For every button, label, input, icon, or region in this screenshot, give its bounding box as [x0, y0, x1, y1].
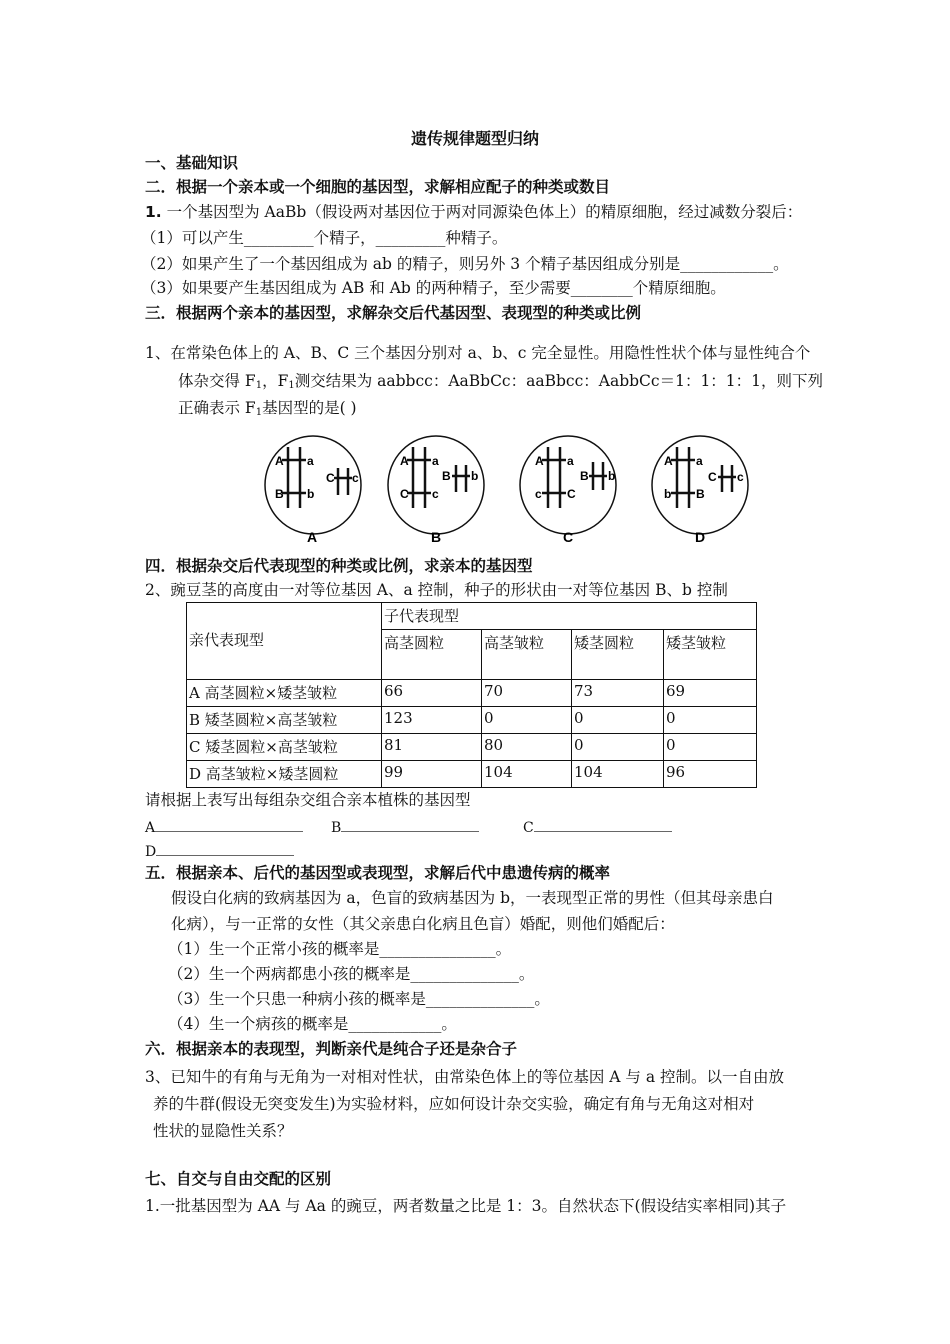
option-label: B [431, 529, 442, 545]
value-cell: 104 [572, 761, 664, 788]
gene-label: b [664, 487, 672, 501]
gene-label: b [307, 487, 315, 501]
answer-b [331, 815, 479, 839]
problem-5-part-2: （2）生一个两病都患小孩的概率是______________。 [168, 965, 535, 983]
subscript: 1 [288, 380, 295, 391]
question-1-part-2: （2）如果产生了一个基因组成为 ab 的精子，则另外 3 个精子基因组成分别是____________。 [141, 255, 789, 273]
value-cell: 104 [482, 761, 572, 788]
cell-outline [388, 436, 484, 534]
gene-label: a [432, 454, 439, 468]
question-1 [145, 201, 802, 223]
problem-7-line-1: 1.一批基因型为 AA 与 Aa 的豌豆，两者数量之比是 1：3。自然状态下(假设结实率相同)其子 [145, 1197, 787, 1215]
problem-1-text: 体杂交得 F [178, 372, 256, 390]
cell-outline [520, 436, 616, 534]
parent-cell: D 高茎皱粒×矮茎圆粒 [187, 761, 382, 788]
value-cell: 0 [572, 707, 664, 734]
column-header: 矮茎皱粒 [664, 630, 757, 680]
gene-label: A [664, 454, 673, 468]
parent-header-cell [187, 603, 382, 680]
cell-option-c [520, 436, 616, 545]
problem-6-line-3: 性状的显隐性关系？ [153, 1122, 293, 1140]
table-row [187, 707, 757, 734]
answer-c-blank[interactable] [534, 815, 672, 832]
question-1-part-1: （1）可以产生_________个精子，_________种精子。 [141, 229, 508, 247]
table-header-row [187, 603, 757, 630]
parent-cell: B 矮茎圆粒×高茎皱粒 [187, 707, 382, 734]
gene-label: c [535, 487, 542, 501]
answer-a [145, 815, 303, 839]
subscript: 1 [255, 407, 263, 418]
subscript: 1 [255, 380, 263, 391]
section-6-heading: 六．根据亲本的表现型，判断亲代是纯合子还是杂合子 [145, 1040, 518, 1058]
value-cell: 123 [382, 707, 482, 734]
problem-5-line-1: 假设白化病的致病基因为 a，色盲的致病基因为 b，一表现型正常的男性（但其母亲患白 [171, 889, 774, 907]
problem-5-part-3: （3）生一个只患一种病小孩的概率是______________。 [168, 990, 550, 1008]
section-7-heading: 七、自交与自由交配的区别 [145, 1170, 332, 1188]
cell-outline [652, 436, 748, 534]
problem-1-line-2 [178, 370, 823, 397]
section-2-heading: 二．根据一个亲本或一个细胞的基因型，求解相应配子的种类或数目 [145, 178, 611, 196]
gene-label: c [432, 487, 439, 501]
question-2: 2、豌豆茎的高度由一对等位基因 A、a 控制，种子的形状由一对等位基因 B、b 控制 [145, 581, 728, 599]
gene-label: C [708, 470, 717, 484]
value-cell: 0 [664, 734, 757, 761]
answer-c [523, 815, 672, 839]
gene-label: a [696, 454, 703, 468]
parent-cell: A 高茎圆粒×矮茎皱粒 [187, 680, 382, 707]
answer-b-label: B [331, 820, 342, 836]
gene-label: c [352, 471, 359, 485]
chromosome-diagrams [255, 430, 765, 545]
offspring-group-header: 子代表现型 [382, 603, 757, 630]
section-4-heading: 四．根据杂交后代表现型的种类或比例，求亲本的基因型 [145, 557, 533, 575]
question-2-ask: 请根据上表写出每组杂交组合亲本植株的基因型 [145, 791, 471, 809]
value-cell: 99 [382, 761, 482, 788]
answer-d-blank[interactable] [156, 839, 294, 856]
gene-label: B [442, 469, 451, 483]
column-header: 高茎圆粒 [382, 630, 482, 680]
cell-outline [265, 436, 361, 534]
answer-d-label: D [145, 844, 157, 860]
table-row [187, 761, 757, 788]
gene-label: b [608, 469, 616, 483]
problem-6-line-1: 3、已知牛的有角与无角为一对相对性状，由常染色体上的等位基因 A 与 a 控制。以一自由放 [145, 1068, 785, 1086]
gene-label: a [567, 454, 574, 468]
answer-d [145, 839, 294, 863]
option-label: D [695, 529, 706, 545]
value-cell: 0 [482, 707, 572, 734]
value-cell: 73 [572, 680, 664, 707]
option-label: C [563, 529, 574, 545]
problem-5-part-4: （4）生一个病孩的概率是____________。 [168, 1015, 457, 1033]
gene-label: c [737, 470, 744, 484]
gene-label: b [471, 469, 479, 483]
document-title: 遗传规律题型归纳 [410, 129, 539, 148]
problem-6-line-2: 养的牛群(假设无突变发生)为实验材料，应如何设计杂交实验，确定有角与无角这对相对 [153, 1095, 755, 1113]
answer-b-blank[interactable] [341, 815, 479, 832]
problem-1-text: 测交结果为 aabbcc：AaBbCc：aaBbcc：AabbCc＝1：1：1：1，则下列 [294, 372, 824, 390]
gene-label: C [400, 487, 409, 501]
cell-option-d [652, 436, 748, 545]
gene-label: C [567, 487, 576, 501]
problem-1-text: 正确表示 F [178, 399, 256, 417]
cell-option-a [265, 436, 361, 545]
value-cell: 81 [382, 734, 482, 761]
gene-label: A [535, 454, 544, 468]
problem-1-text: 基因型的是( ) [262, 399, 357, 417]
table-row [187, 734, 757, 761]
column-header: 高茎皱粒 [482, 630, 572, 680]
problem-1-line-1: 1、在常染色体上的 A、B、C 三个基因分别对 a、b、c 完全显性。用隐性性状个体与显性纯合个 [145, 344, 811, 362]
cross-results-table [186, 602, 757, 788]
value-cell: 70 [482, 680, 572, 707]
gene-label: B [275, 487, 284, 501]
gene-label: A [400, 454, 409, 468]
parent-cell: C 矮茎圆粒×高茎皱粒 [187, 734, 382, 761]
value-cell: 66 [382, 680, 482, 707]
answer-a-label: A [145, 820, 156, 836]
parent-header: 亲代表现型 [189, 631, 265, 649]
option-label: A [307, 529, 318, 545]
answer-c-label: C [523, 820, 534, 836]
section-1-heading: 一、基础知识 [145, 154, 239, 172]
gene-label: a [307, 454, 314, 468]
gene-label: A [275, 454, 284, 468]
value-cell: 80 [482, 734, 572, 761]
problem-5-part-1: （1）生一个正常小孩的概率是_______________。 [168, 940, 512, 958]
value-cell: 96 [664, 761, 757, 788]
problem-5-line-2: 化病），与一正常的女性（其父亲患白化病且色盲）婚配，则他们婚配后： [171, 915, 675, 933]
gene-label: C [326, 471, 335, 485]
value-cell: 0 [572, 734, 664, 761]
table-row [187, 680, 757, 707]
question-1-text: 一个基因型为 AaBb（假设两对基因位于两对同源染色体上）的精原细胞，经过减数分裂后： [166, 203, 803, 221]
section-5-heading: 五．根据亲本、后代的基因型或表现型，求解后代中患遗传病的概率 [145, 864, 611, 882]
question-1-part-3: （3）如果要产生基因组成为 AB 和 Ab 的两种精子，至少需要________个精原细胞。 [141, 279, 726, 297]
answer-a-blank[interactable] [155, 815, 303, 832]
cell-option-b [388, 436, 484, 545]
value-cell: 69 [664, 680, 757, 707]
column-header: 矮茎圆粒 [572, 630, 664, 680]
gene-label: B [696, 487, 705, 501]
question-1-number: 1. [145, 203, 162, 221]
problem-1-line-3 [178, 397, 357, 424]
section-3-heading: 三．根据两个亲本的基因型，求解杂交后代基因型、表现型的种类或比例 [145, 304, 642, 322]
value-cell: 0 [664, 707, 757, 734]
problem-1-text: ，F [262, 372, 289, 390]
gene-label: B [580, 469, 589, 483]
